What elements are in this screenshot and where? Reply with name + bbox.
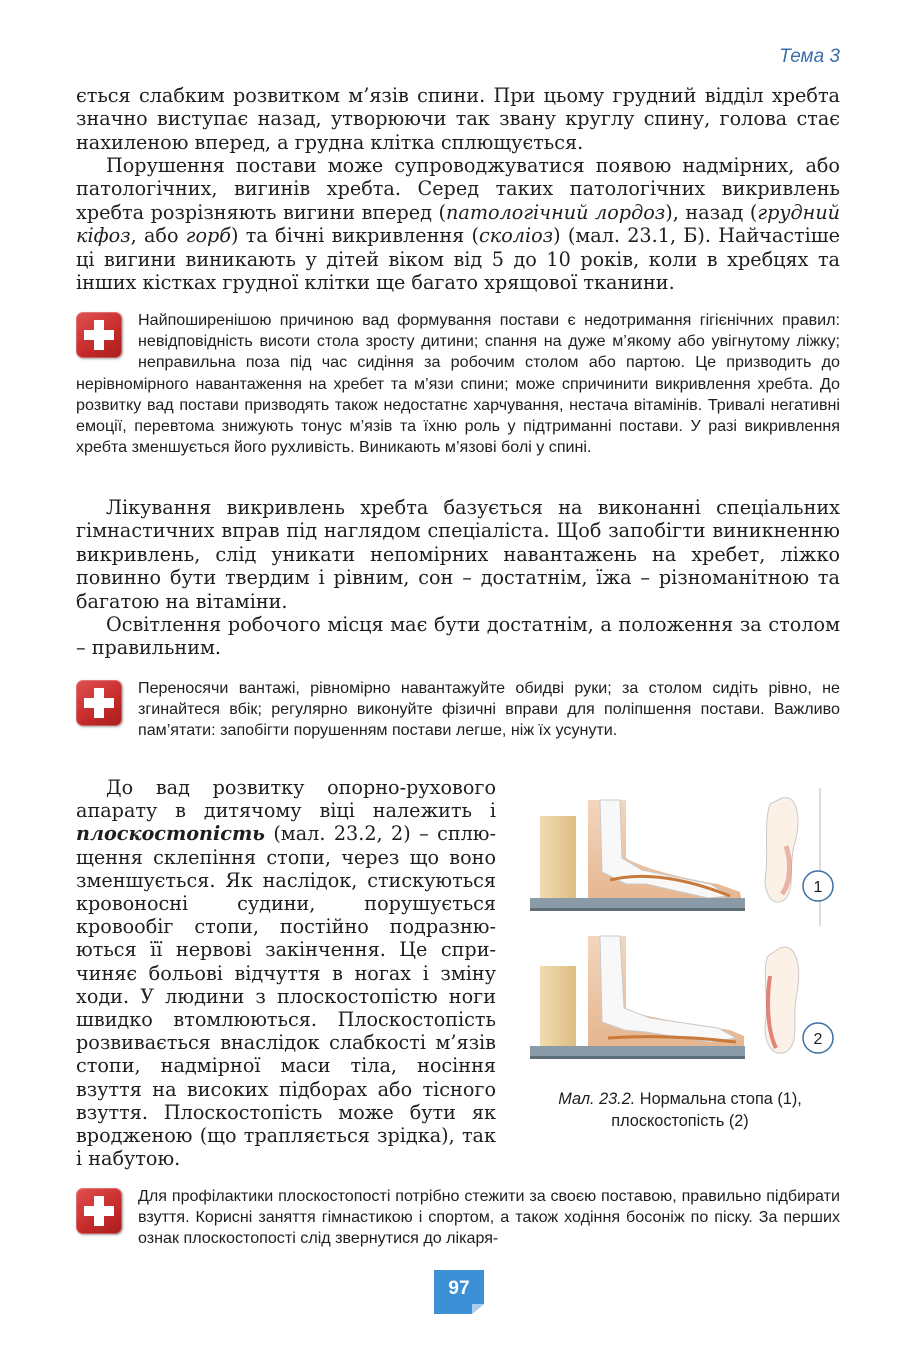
plus-cross-icon [76,1188,122,1234]
health-note-posture-tips [76,678,840,742]
normal-foot-side-view [530,800,745,911]
note-text: Переносячи вантажі, рівномірно навантажуйте обидві руки; за столом сидіть рівно, не згинайтеся вбік; регулярно виконуйте фізичні вправи для поліпшення постави. Важливо пам’ятати: запобігти порушенням постави легше, ніж їх усунути. [138,679,840,740]
term-scoliosis: сколіоз [478,224,554,248]
figure-label-1: 1 [813,879,823,896]
caption-text: Нормальна стопа (1), плоскостопість (2) [611,1090,802,1130]
flat-foot-print [765,947,798,1053]
text-run: Порушення постави може супроводжуватися появою надмірних, або патологічних, вигинів хребта. Серед таких патологічних викривлень хребта розрізняють вигини вперед ( [76,154,840,224]
text-run: До вад розвитку опорно-рухового апарату в дитячому віці належить і [76,776,496,823]
figure-caption [520,1088,840,1132]
figure-label-2: 2 [813,1031,823,1048]
page-number: 97 [448,1278,470,1299]
paragraph-pathological-curves [76,154,840,294]
health-note-flatfoot-prevention [76,1186,840,1250]
caption-number: Мал. 23.2. [558,1090,636,1108]
term-hump: горб [185,224,232,248]
text-run: ), назад ( [665,200,758,224]
normal-foot-print [765,788,820,926]
note-text: Для профілактики плоскостопості потрібно стежити за своєю поставою, правильно підбирати взуття. Корисні заняття гімнастикою і спортом, а також ходіння босоніж по піску. За перших ознак плоскостопості слід звернутися до лікаря- [138,1187,840,1248]
paragraph-flatfoot [76,776,496,1170]
paragraph-lighting: Освітлення робочого місця має бути достатнім, а положення за столом – правильним. [76,613,840,660]
paragraph-treatment: Лікування викривлень хребта базується на виконанні спеціальних гімнастичних вправ під наглядом спеціаліста. Щоб запобігти виникненню викривлень, слід уникати непомірних навантажень на хребет, ліжко повинно бути твердим і рівним, сон – достатнім, їжа – різноманітною та багатою на вітаміни. [76,496,840,613]
text-run: (мал. 23.2, 2) – сплющення склепіння стопи, через що воно зменшується. Як наслідок, стискуються кровоносні судини, порушується кровообіг стопи, постійно подразнюються її нервові закінчення. Це спричиняє больові відчуття в ногах і зміну ходи. У людини з плоскостопістю ноги швидко втомлюються. Плоскостопість розвивається внаслідок слабкості м’язів стопи, надмірної маси тіла, носіння взуття на високих підборах або тісного взуття. Плоскостопість може бути як вродженою (що трапляється зрідка), так і набутою. [76,822,496,1171]
text-run: ) (мал. 23.1, Б). Найчастіше ці вигини виникають у дітей віком від 5 до 10 років, коли в хребцях та інших кістках грудної клітки ще багато хрящової тканини. [76,224,840,295]
health-note-causes [76,310,840,458]
term-lordosis: патологічний лордоз [446,200,666,224]
text-run: ) та бічні викривлення ( [231,224,479,248]
foot-illustration [530,780,840,1070]
plus-cross-icon [76,312,122,358]
flat-foot-side-view [530,936,745,1059]
text-run: , або [130,224,186,248]
paragraph-round-back: ється слабким розвитком м’язів спини. При цьому грудний відділ хребта значно виступає назад, утворюючи так звану круглу спину, голова стає нахиленою вперед, а грудна клітка сплющується. [76,84,840,154]
note-text: Найпоширенішою причиною вад формування постави є недотримання гігієнічних правил: невідповідність висоти стола зросту дитини; спання на дуже м’якому або увігнутому ліжку; неправильна поза під час сидіння за робочим столом або партою. Це призводить до нерівномірного навантаження на хребет та м’язи спини; може спричинити викривлення хребта. До розвитку вад постави призводять також недостатнє харчування, нестача вітамінів. Тривалі негативні емоції, перевтома знижують тонус м’язів та їхню роль у підтриманні постави. У разі викривлення хребта зменшується його рухливість. Виникають м’язові болі у спині. [76,311,840,457]
plus-cross-icon [76,680,122,726]
term-flatfoot: плоскостопість [76,822,265,846]
topic-header: Тема 3 [779,46,840,67]
page-number-badge [432,1268,486,1316]
term-kyphosis: грудний кіфоз [76,200,841,248]
